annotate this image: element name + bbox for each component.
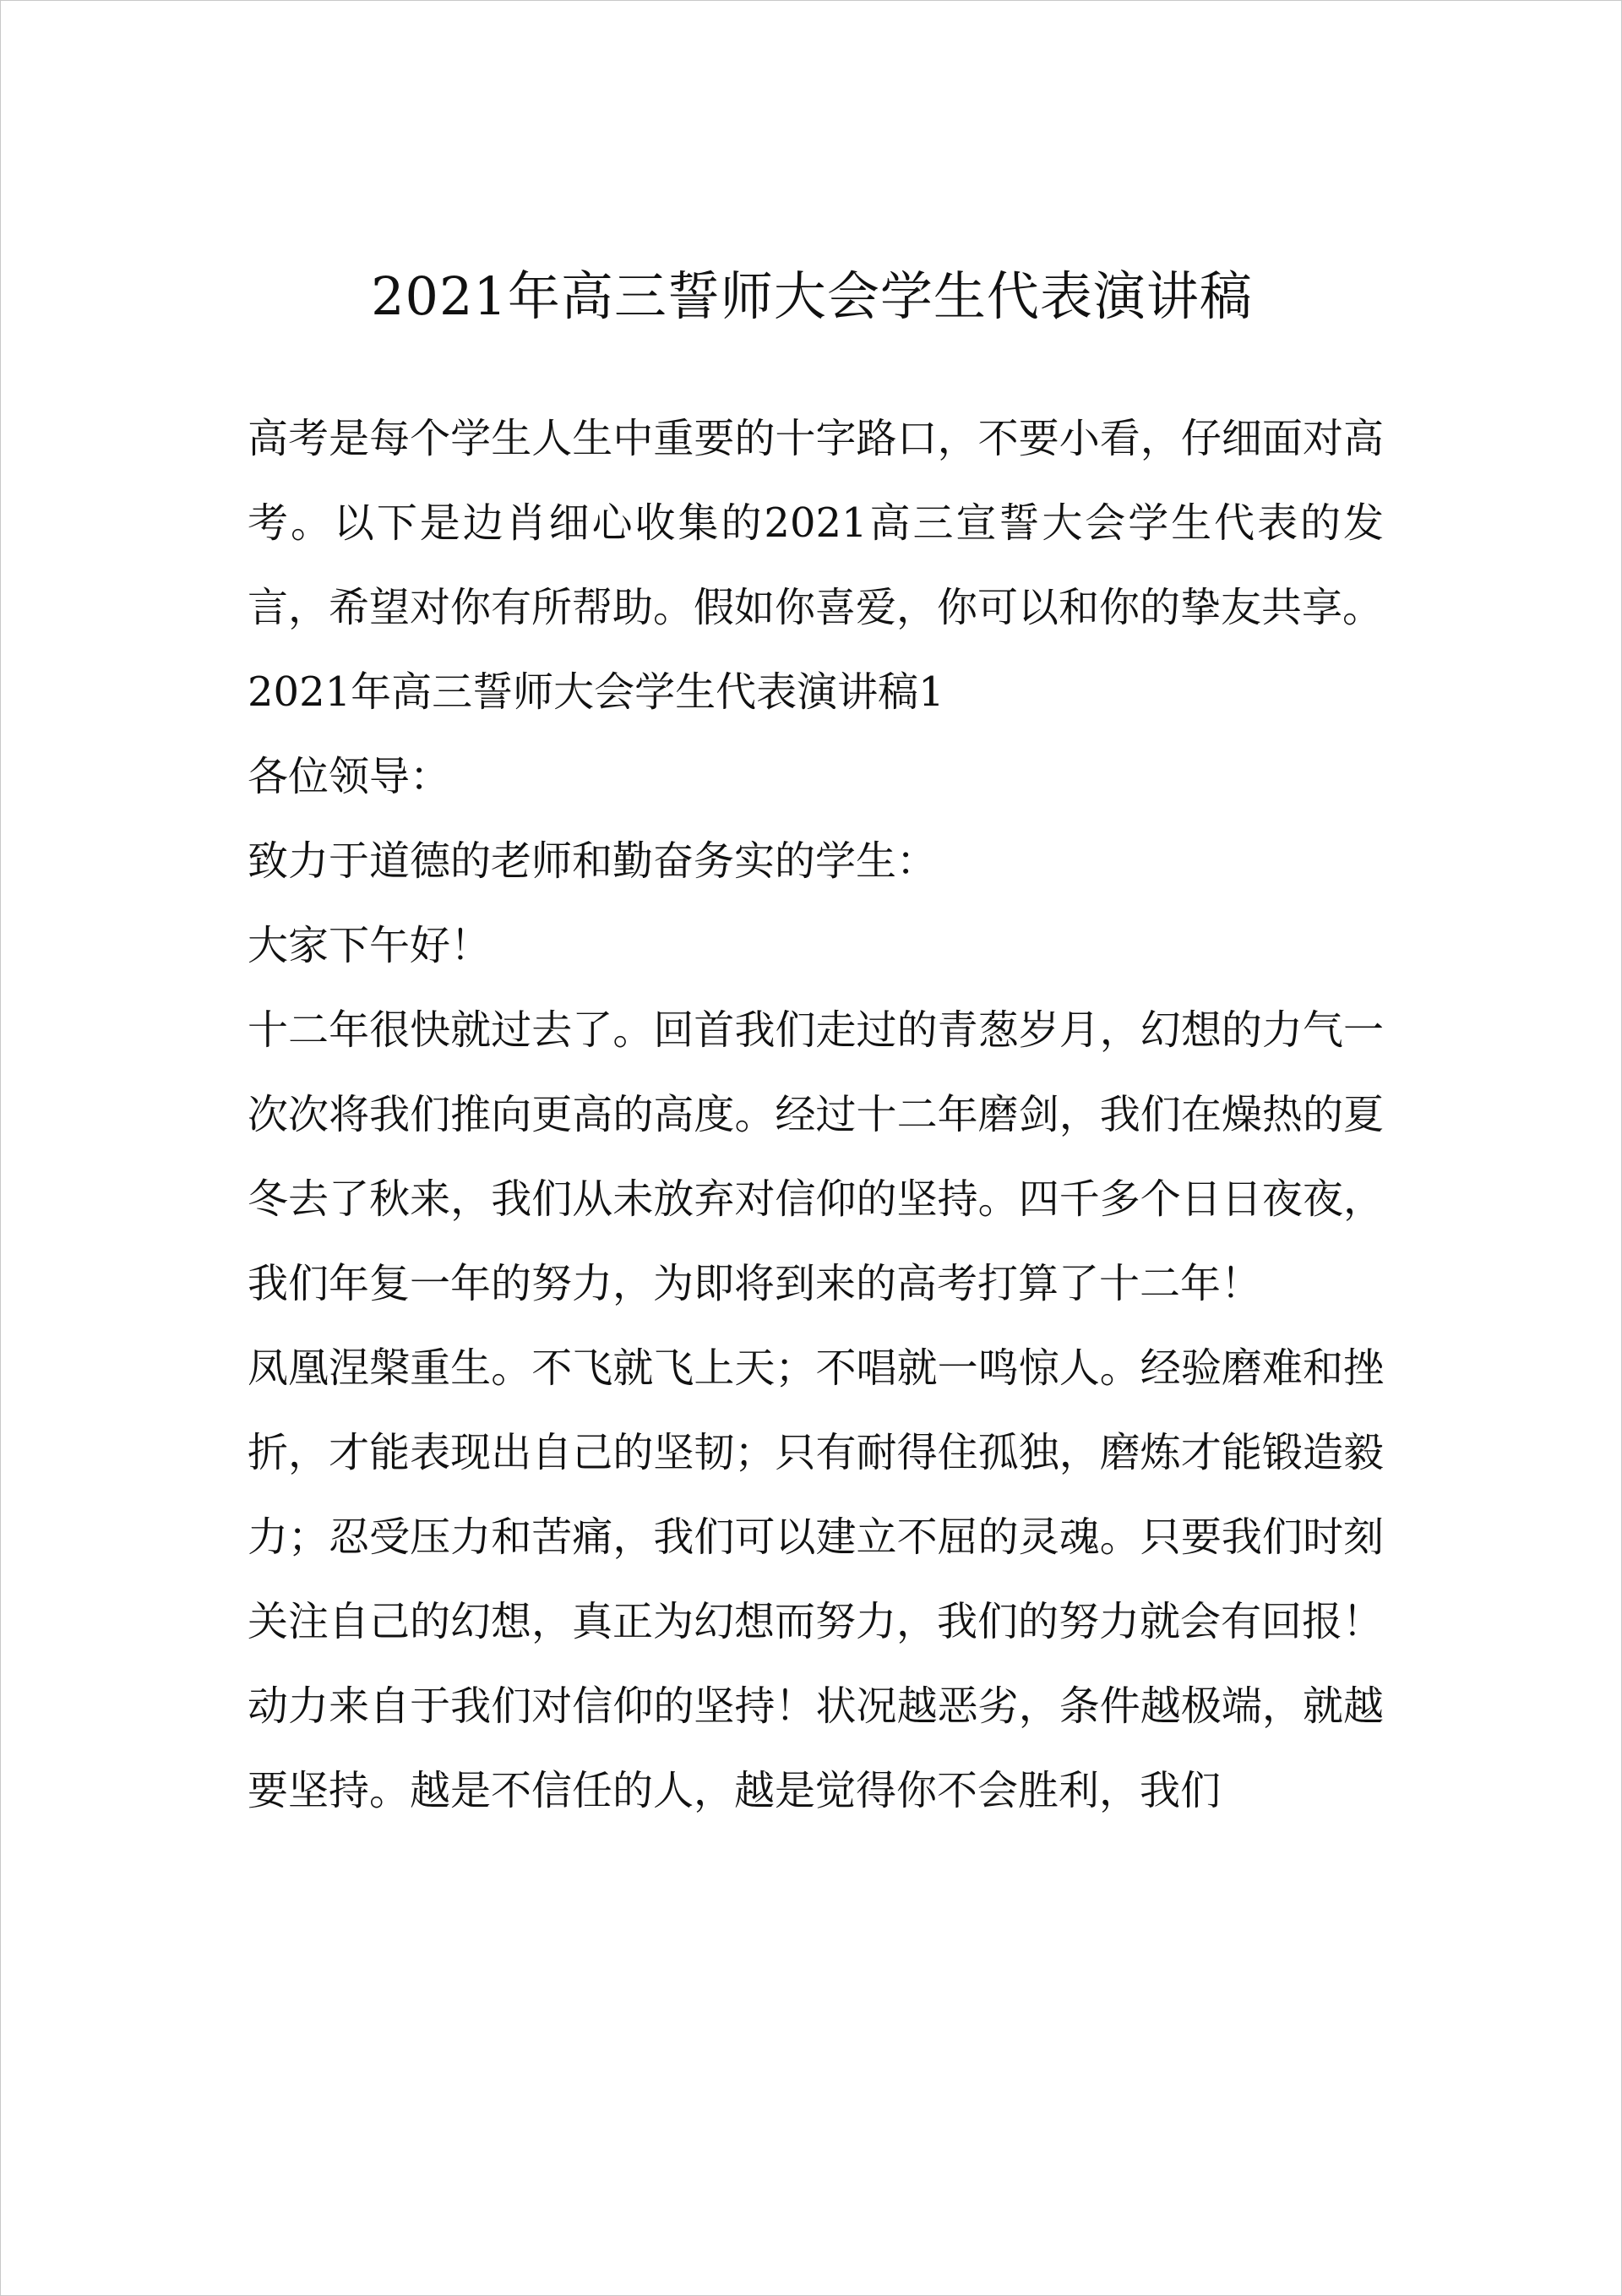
paragraph-greeting-leaders: 各位领导：: [248, 753, 451, 800]
paragraph-twelve-years: 十二年很快就过去了。回首我们走过的青葱岁月，幻想的力气一次次将我们推向更高的高度。经过十二年磨剑，我们在燥热的夏冬去了秋来，我们从未放弃对信仰的坚持。四千多个日日夜夜，我们年复一年的努力，为即将到来的高考打算了十二年！: [248, 1006, 1384, 1307]
paragraph-phoenix: 凤凰涅槃重生。不飞就飞上天；不唱就一鸣惊人。经验磨难和挫折，才能表现出自己的坚韧；只有耐得住孤独，磨炼才能锻造毅力；忍受压力和苦痛，我们可以建立不屈的灵魂。只要我们时刻关注自己的幻想，真正为幻想而努力，我们的努力就会有回报！: [248, 1344, 1384, 1645]
paragraph-intro: 高考是每个学生人生中重要的十字路口，不要小看，仔细面对高考。以下是边肖细心收集的2021高三宣誓大会学生代表的发言，希望对你有所帮助。假如你喜爱，你可以和你的挚友共享。: [248, 415, 1384, 631]
paragraph-greeting-teachers-students: 致力于道德的老师和勤奋务实的学生：: [248, 837, 938, 885]
document-title: 2021年高三誓师大会学生代表演讲稿: [371, 265, 1253, 327]
document-body: [248, 396, 1384, 1833]
paragraph-greeting-afternoon: 大家下午好！: [248, 922, 492, 969]
paragraph-motivation: 动力来自于我们对信仰的坚持！状况越恶劣，条件越极端，就越要坚持。越是不信任的人，越是觉得你不会胜利，我们: [248, 1682, 1384, 1814]
paragraph-speech-heading: 2021年高三誓师大会学生代表演讲稿1: [248, 668, 944, 716]
